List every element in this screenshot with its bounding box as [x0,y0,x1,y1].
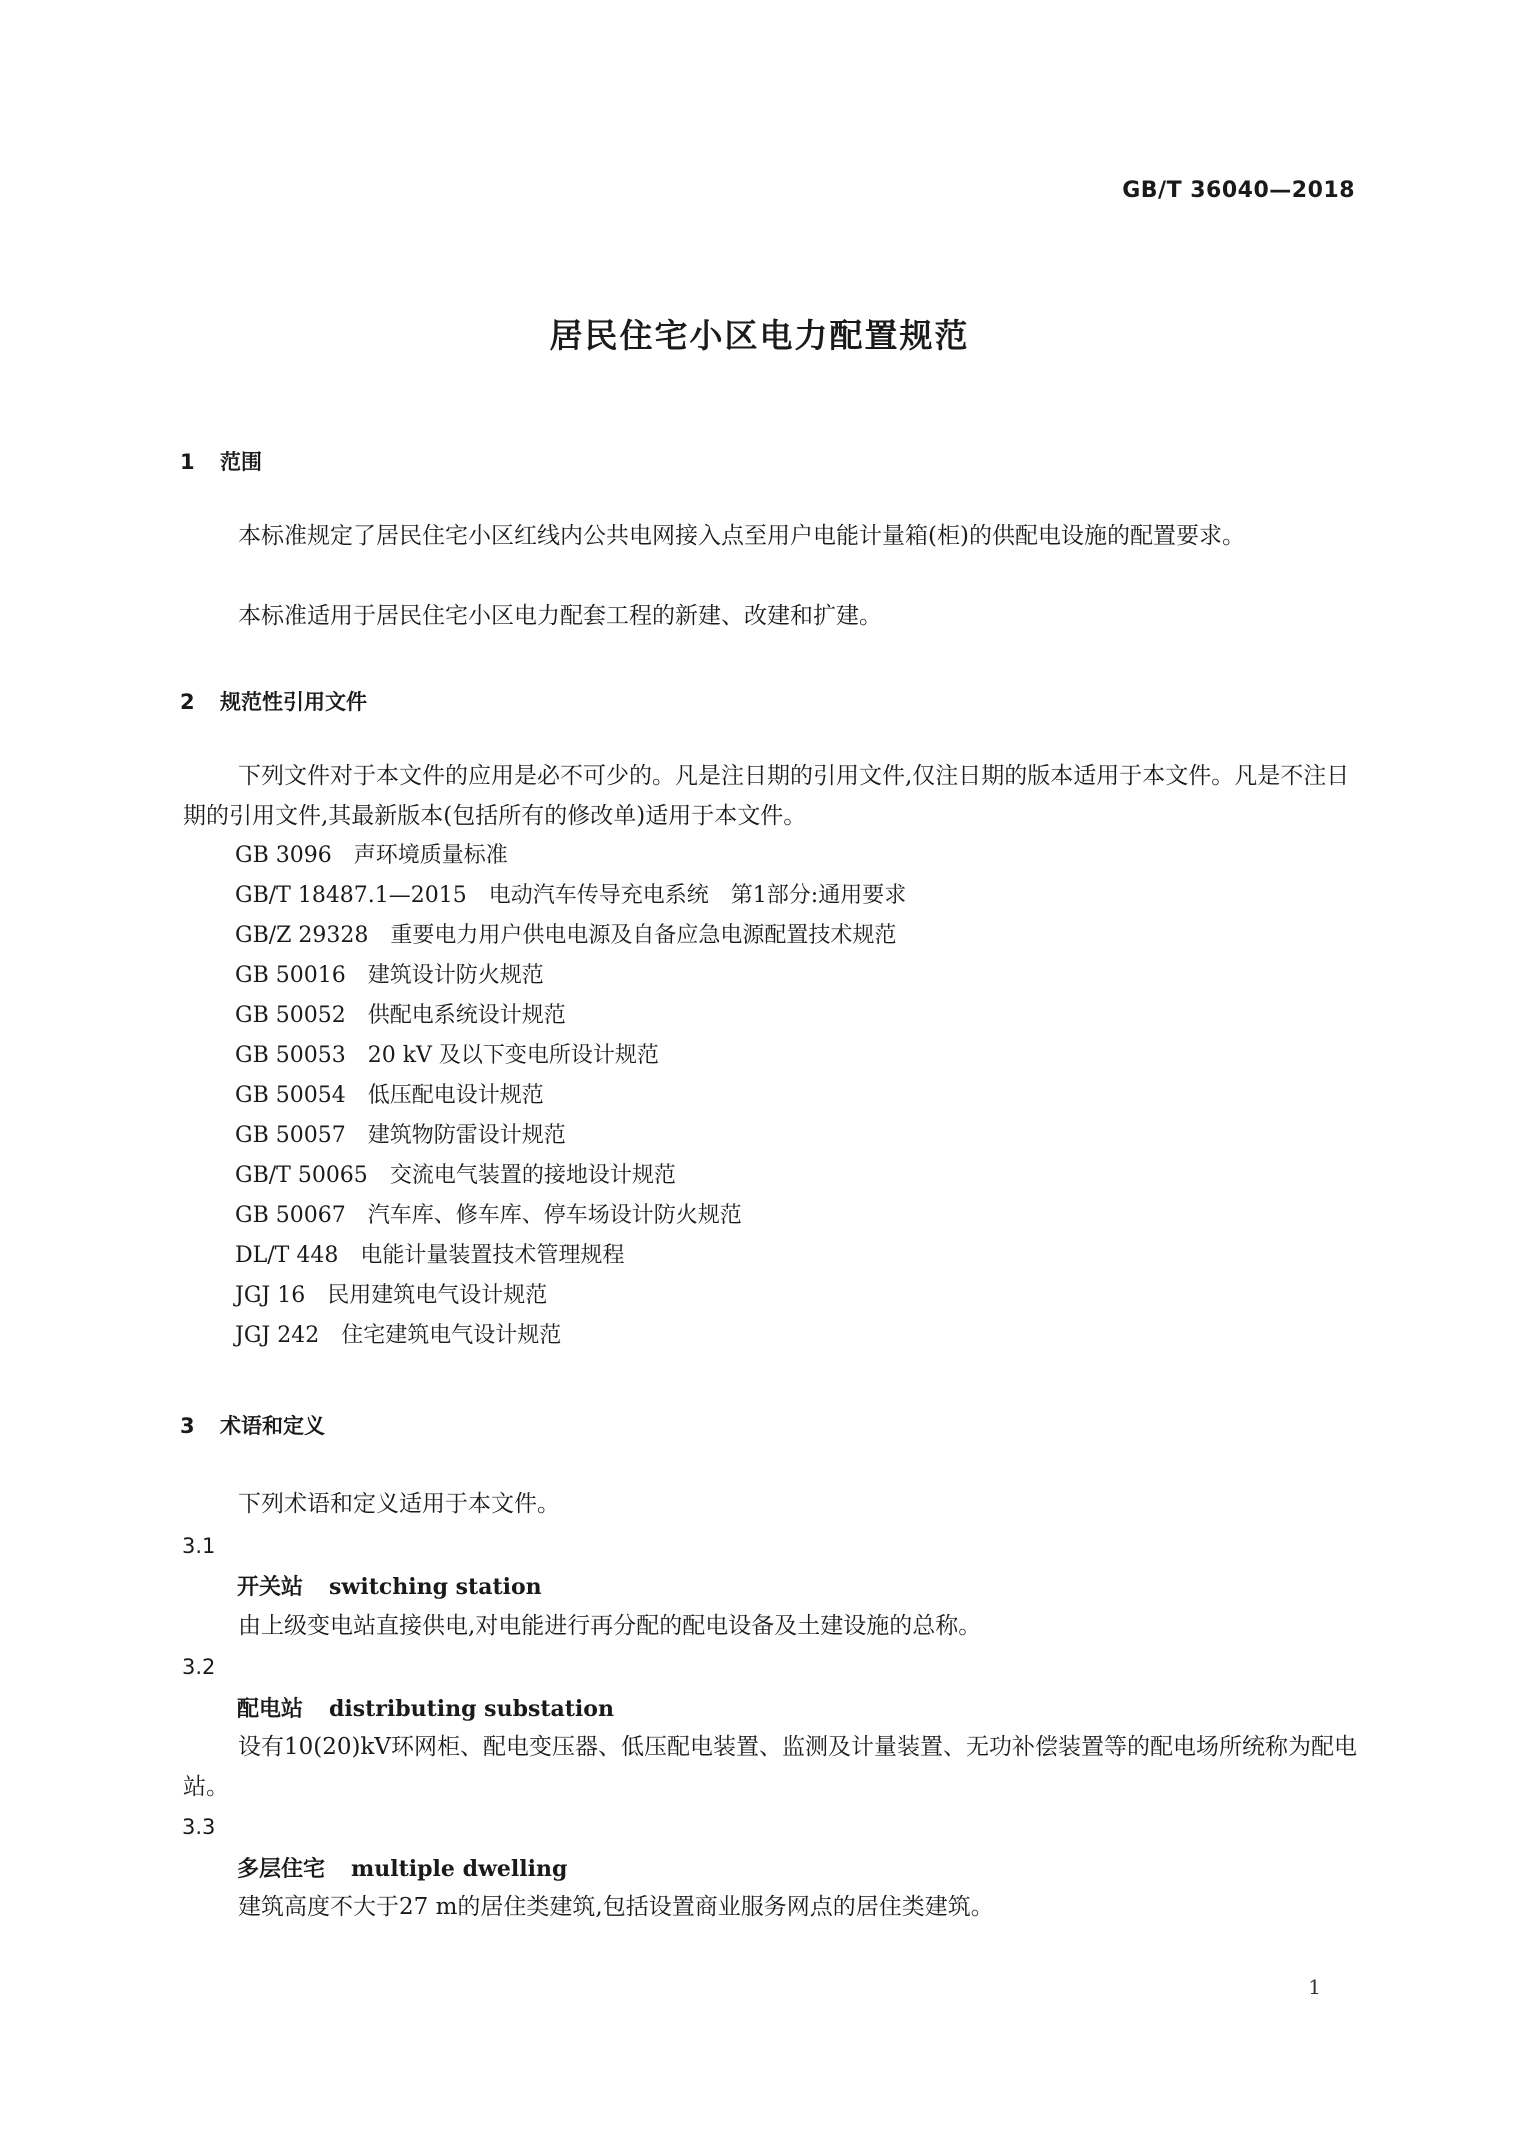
section-title: 规范性引用文件 [220,690,367,714]
section-number: 2 [180,690,195,714]
reference-code: DL/T 448 [235,1243,339,1268]
list-item [235,1156,906,1196]
reference-code: GB 50053 [235,1043,346,1068]
section-1-heading [180,446,262,476]
term-zh: 多层住宅 [237,1857,326,1882]
reference-name: 电动汽车传导充电系统 第1部分:通用要求 [488,883,907,908]
reference-name: 20 kV 及以下变电所设计规范 [367,1043,659,1068]
reference-code: GB 3096 [235,843,332,868]
term-definition: 由上级变电站直接供电,对电能进行再分配的配电设备及土建设施的总称。 [238,1613,982,1639]
reference-name: 交流电气装置的接地设计规范 [389,1163,676,1188]
reference-code: GB 50057 [235,1123,346,1148]
list-item [235,876,906,916]
reference-code: GB 50054 [235,1083,346,1108]
references-intro: 下列文件对于本文件的应用是必不可少的。凡是注日期的引用文件,仅注日期的版本适用于本文件。凡是不注日期的引用文件,其最新版本(包括所有的修改单)适用于本文件。 [183,763,1350,829]
reference-code: GB 50052 [235,1003,346,1028]
reference-name: 建筑物防雷设计规范 [367,1123,566,1148]
reference-code: GB 50016 [235,963,346,988]
reference-name: 住宅建筑电气设计规范 [341,1323,562,1348]
list-item [235,1116,906,1156]
section-number: 1 [180,450,195,474]
scope-paragraph-1: 本标准规定了居民住宅小区红线内公共电网接入点至用户电能计量箱(柜)的供配电设施的配置要求。 [238,523,1245,549]
list-item [235,956,906,996]
reference-code: GB/Z 29328 [235,923,369,948]
list-item [235,916,906,956]
section-2-heading [180,686,367,716]
term-zh: 开关站 [237,1575,304,1600]
clause-number: 3.3 [182,1815,216,1839]
term-heading [237,1692,614,1723]
clause-number: 3.2 [182,1655,216,1679]
section-number: 3 [180,1414,195,1438]
reference-code: JGJ 242 [235,1323,320,1348]
reference-name: 声环境质量标准 [353,843,508,868]
scope-paragraph-2: 本标准适用于居民住宅小区电力配套工程的新建、改建和扩建。 [238,603,882,629]
term-en: switching station [329,1574,542,1600]
section-title: 术语和定义 [220,1414,325,1438]
standard-code: GB/T 36040—2018 [1122,178,1355,203]
clause-number: 3.1 [182,1534,216,1558]
term-en: distributing substation [329,1696,614,1722]
list-item [235,1036,906,1076]
list-item [235,1316,906,1356]
reference-name: 建筑设计防火规范 [367,963,544,988]
reference-name: 汽车库、修车库、停车场设计防火规范 [367,1203,742,1228]
reference-name: 低压配电设计规范 [367,1083,544,1108]
term-definition: 建筑高度不大于27 m的居住类建筑,包括设置商业服务网点的居住类建筑。 [238,1894,994,1920]
term-heading [237,1852,567,1883]
section-3-heading [180,1410,325,1440]
terms-intro: 下列术语和定义适用于本文件。 [238,1491,560,1517]
page-number: 1 [1308,1975,1321,1999]
list-item [235,1236,906,1276]
reference-code: GB 50067 [235,1203,346,1228]
term-definition: 设有10(20)kV环网柜、配电变压器、低压配电装置、监测及计量装置、无功补偿装置等的配电场所统称为配电站。 [183,1734,1358,1800]
reference-code: JGJ 16 [235,1283,306,1308]
term-zh: 配电站 [237,1697,304,1722]
list-item [235,1196,906,1236]
list-item [235,836,906,876]
list-item [235,996,906,1036]
term-heading [237,1570,542,1601]
list-item [235,1076,906,1116]
reference-code: GB/T 18487.1—2015 [235,883,467,908]
term-en: multiple dwelling [351,1856,568,1882]
reference-name: 电能计量装置技术管理规程 [360,1243,625,1268]
reference-name: 供配电系统设计规范 [367,1003,566,1028]
list-item [235,1276,906,1316]
reference-name: 重要电力用户供电电源及自备应急电源配置技术规范 [390,923,897,948]
section-title: 范围 [220,450,262,474]
reference-list [235,836,906,1356]
page-title: 居民住宅小区电力配置规范 [549,316,970,355]
reference-name: 民用建筑电气设计规范 [327,1283,548,1308]
reference-code: GB/T 50065 [235,1163,368,1188]
